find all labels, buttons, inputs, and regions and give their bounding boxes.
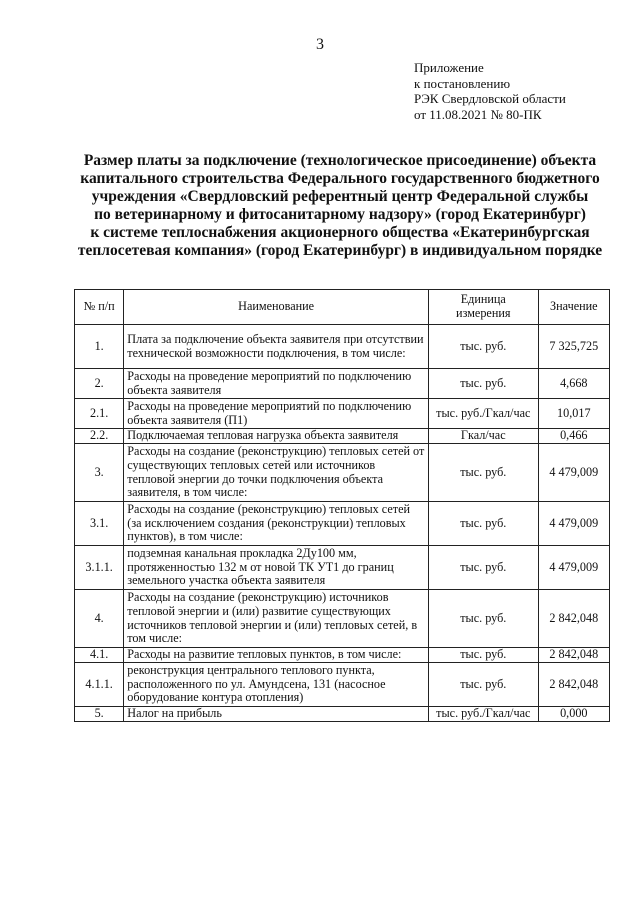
appendix-line: Приложение <box>414 60 484 75</box>
row-num: 2.1. <box>75 399 124 429</box>
appendix-block <box>414 60 624 122</box>
appendix-line: РЭК Свердловской области <box>414 91 566 106</box>
table-row <box>75 502 610 546</box>
row-unit: тыс. руб. <box>428 663 538 707</box>
table-row <box>75 325 610 369</box>
row-name: Расходы на проведение мероприятий по подключению объекта заявителя (П1) <box>124 399 429 429</box>
table-row <box>75 369 610 399</box>
row-num: 2.2. <box>75 429 124 444</box>
appendix-line: от 11.08.2021 № 80-ПК <box>414 106 542 122</box>
appendix-line: к постановлению <box>414 75 511 91</box>
row-value: 4,668 <box>538 369 609 399</box>
title-line: капитального строительства Федерального государственного бюджетного <box>80 170 600 187</box>
row-name: Плата за подключение объекта заявителя при отсутствии технической возможности подключения, в том числе: <box>124 325 429 369</box>
row-name: Расходы на развитие тепловых пунктов, в том числе: <box>124 648 429 663</box>
row-name: Расходы на создание (реконструкцию) источников тепловой энергии и (или) развитие существующих источников тепловой энергии и (или) тепловых сетей, в том числе: <box>124 590 429 648</box>
fee-table <box>74 289 610 722</box>
row-num: 3.1. <box>75 502 124 546</box>
row-name: Расходы на создание (реконструкцию) тепловых сетей (за исключением создания (реконструкции) тепловых пунктов), в том числе: <box>124 502 429 546</box>
row-value: 4 479,009 <box>538 444 609 502</box>
row-num: 4.1.1. <box>75 663 124 707</box>
table-row <box>75 590 610 648</box>
document-title <box>60 152 620 260</box>
title-line: Размер платы за подключение (технологическое присоединение) объекта <box>83 152 597 169</box>
title-line: теплосетевая компания» (город Екатеринбург) в индивидуальном порядке <box>77 242 603 259</box>
row-value: 0,000 <box>538 707 609 722</box>
row-unit: Гкал/час <box>428 429 538 444</box>
row-unit: тыс. руб. <box>428 502 538 546</box>
row-unit: тыс. руб. <box>428 546 538 590</box>
table-row <box>75 648 610 663</box>
table-row <box>75 707 610 722</box>
row-num: 4.1. <box>75 648 124 663</box>
row-value: 2 842,048 <box>538 663 609 707</box>
table-row <box>75 546 610 590</box>
row-name: подземная канальная прокладка 2Ду100 мм, протяженностью 132 м от новой ТК УТ1 до границ земельного участка объекта заявителя <box>124 546 429 590</box>
row-num: 1. <box>75 325 124 369</box>
row-value: 4 479,009 <box>538 546 609 590</box>
table-row <box>75 429 610 444</box>
table-row <box>75 399 610 429</box>
row-value: 2 842,048 <box>538 648 609 663</box>
row-name: Подключаемая тепловая нагрузка объекта заявителя <box>124 429 429 444</box>
table-header-row <box>75 290 610 325</box>
row-num: 3.1.1. <box>75 546 124 590</box>
header-name: Наименование <box>124 290 429 325</box>
row-name: Расходы на создание (реконструкцию) тепловых сетей от существующих тепловых сетей или источников тепловой энергии до точки подключения объекта заявителя, в том числе: <box>124 444 429 502</box>
header-value: Значение <box>538 290 609 325</box>
row-num: 5. <box>75 707 124 722</box>
title-line: учреждения «Свердловский референтный центр Федеральной службы <box>91 188 589 205</box>
row-unit: тыс. руб. <box>428 444 538 502</box>
row-unit: тыс. руб. <box>428 325 538 369</box>
row-num: 2. <box>75 369 124 399</box>
row-value: 10,017 <box>538 399 609 429</box>
row-value: 4 479,009 <box>538 502 609 546</box>
row-unit: тыс. руб. <box>428 369 538 399</box>
table-row <box>75 663 610 707</box>
row-name: Расходы на проведение мероприятий по подключению объекта заявителя <box>124 369 429 399</box>
page-number: 3 <box>316 36 324 53</box>
header-unit: Единица измерения <box>428 290 538 325</box>
row-unit: тыс. руб./Гкал/час <box>428 707 538 722</box>
row-value: 2 842,048 <box>538 590 609 648</box>
row-num: 3. <box>75 444 124 502</box>
row-unit: тыс. руб. <box>428 590 538 648</box>
row-name: реконструкция центрального теплового пункта, расположенного по ул. Амундсена, 131 (насосное оборудование контура отопления) <box>124 663 429 707</box>
row-num: 4. <box>75 590 124 648</box>
row-value: 7 325,725 <box>538 325 609 369</box>
table-row <box>75 444 610 502</box>
row-unit: тыс. руб./Гкал/час <box>428 399 538 429</box>
header-num: № п/п <box>75 290 124 325</box>
title-line: к системе теплоснабжения акционерного общества «Екатеринбургская <box>90 224 590 241</box>
title-line: по ветеринарному и фитосанитарному надзору» (город Екатеринбург) <box>94 206 586 223</box>
row-value: 0,466 <box>538 429 609 444</box>
row-name: Налог на прибыль <box>124 707 429 722</box>
row-unit: тыс. руб. <box>428 648 538 663</box>
